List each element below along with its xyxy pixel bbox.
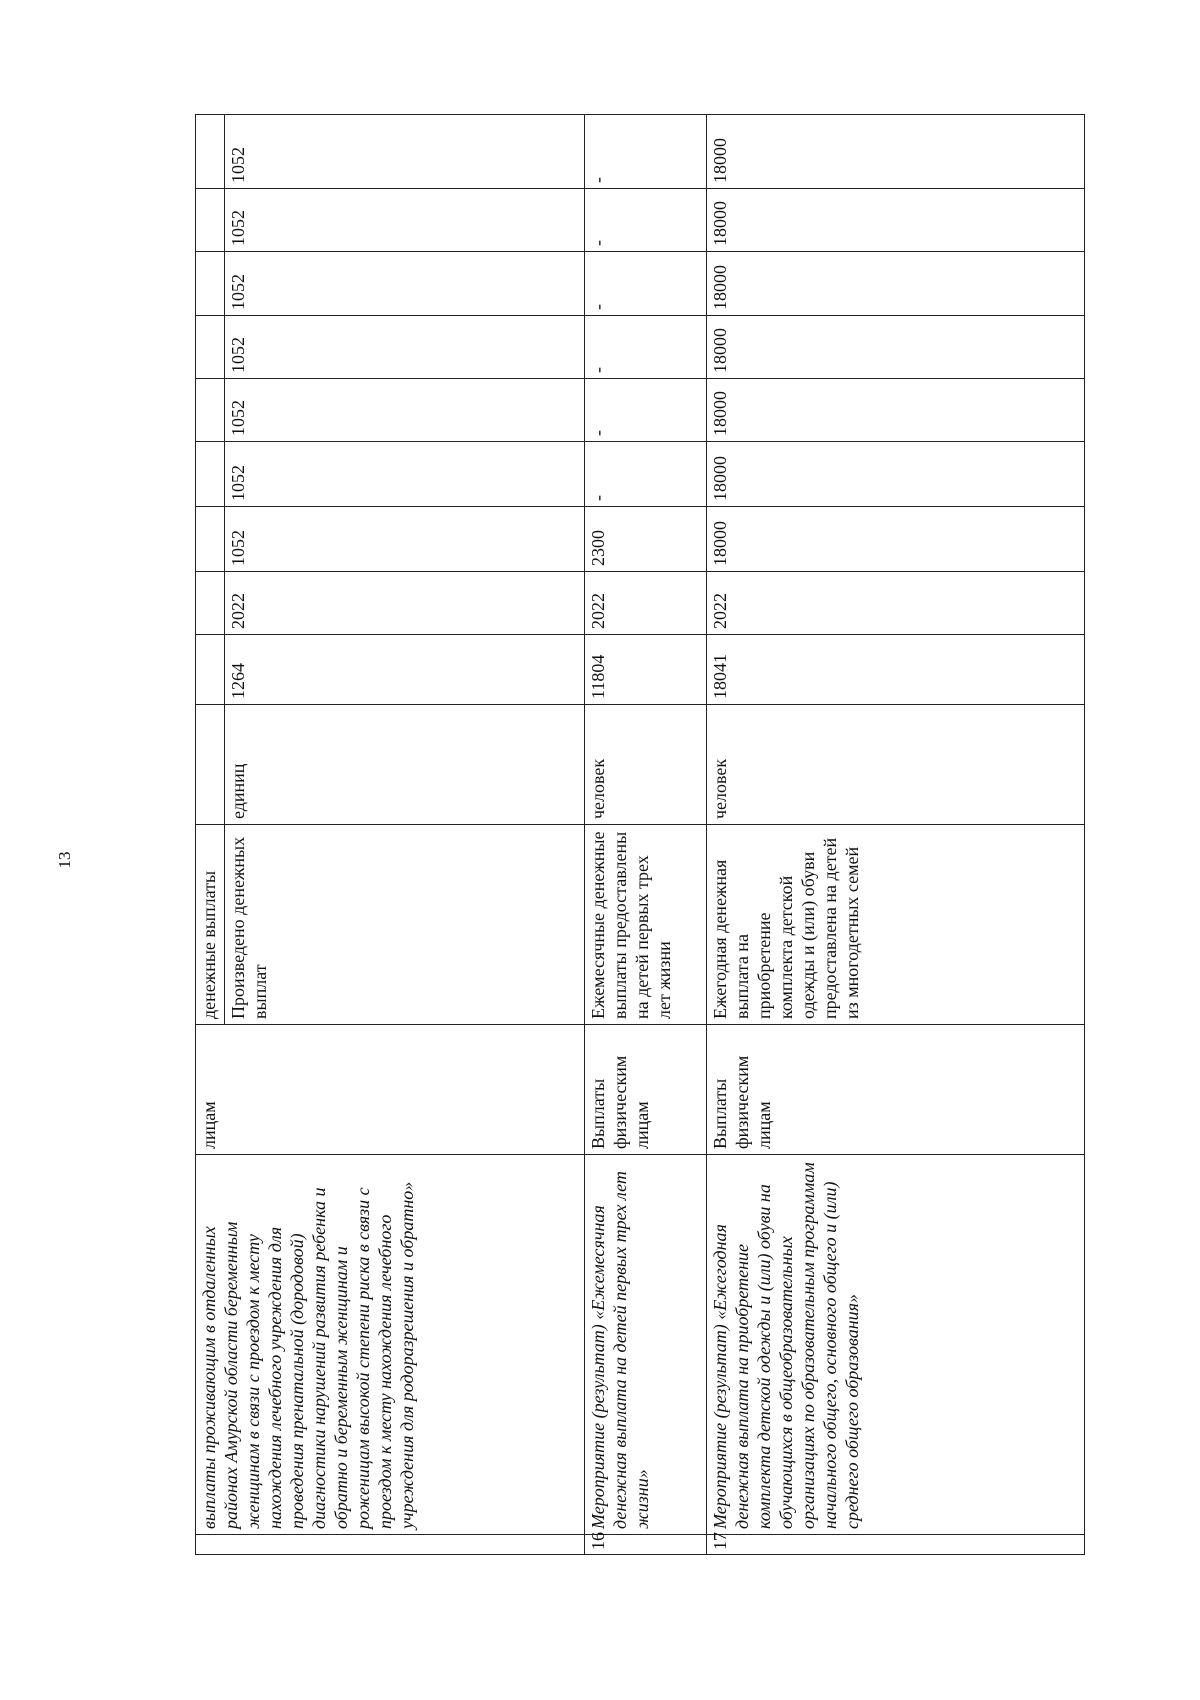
table-cell-value: - xyxy=(584,379,706,442)
table-cell-value: 18000 xyxy=(706,316,1084,379)
table-cell-empty xyxy=(196,252,225,316)
table-cell-empty xyxy=(196,572,225,635)
table-cell-indicator: Ежегодная денежная выплата на приобретение комплекта детской одежды и (или) обуви предоставлена на детей из многодетных семей xyxy=(706,825,1084,1025)
table-cell-empty xyxy=(196,705,225,825)
table-cell-value: 1052 xyxy=(224,442,584,507)
table-cell-value: 1052 xyxy=(224,252,584,316)
table-cell-empty xyxy=(196,442,225,507)
table-row xyxy=(584,115,706,1555)
results-table xyxy=(195,114,1085,1555)
table-cell-base-year: 2022 xyxy=(706,572,1084,635)
table-cell-value: - xyxy=(584,189,706,252)
table-cell-value: - xyxy=(584,252,706,316)
table-cell-type: Выплаты физическим лицам xyxy=(584,1025,706,1155)
table-cell-value: 1052 xyxy=(224,189,584,252)
table-cell-name: Мероприятие (результат) «Ежемесячная денежная выплата на детей первых трех лет жизни» xyxy=(584,1155,706,1535)
table-cell-empty xyxy=(196,379,225,442)
table-cell-value: 1052 xyxy=(224,316,584,379)
table-cell-value: 18000 xyxy=(706,507,1084,572)
table-cell-value: 2300 xyxy=(584,507,706,572)
table-cell-empty xyxy=(196,189,225,252)
table-row xyxy=(706,115,1084,1555)
table-cell-value: - xyxy=(584,316,706,379)
table-cell-empty xyxy=(196,316,225,379)
table-cell-empty xyxy=(196,635,225,705)
table-cell-value: 18000 xyxy=(706,442,1084,507)
table-cell-empty xyxy=(196,507,225,572)
table-cell-name: выплаты проживающим в отдаленных районах Амурской области беременным женщинам в связи с проездом к месту нахождения лечебного учреждения для проведения пренатальной (дородовой) диагностики нарушений развития ребенка и обратно и беременным женщинам и роженицам высокой степени риска в связи с проездом к месту нахождения лечебного учреждения для родоразрешения и обратно» xyxy=(196,1155,585,1535)
table-cell-base-value: 18041 xyxy=(706,635,1084,705)
table-cell-base-value: 1264 xyxy=(224,635,584,705)
rotated-table-container xyxy=(195,135,1085,1555)
page-number: 13 xyxy=(55,851,74,869)
table-cell-value: 18000 xyxy=(706,189,1084,252)
table-cell-value: 1052 xyxy=(224,507,584,572)
table-cell-value: 1052 xyxy=(224,379,584,442)
table-cell-indicator: Произведено денежных выплат xyxy=(224,825,584,1025)
table-cell-value: - xyxy=(584,442,706,507)
table-cell-unit: человек xyxy=(706,705,1084,825)
table-cell-value: 18000 xyxy=(706,252,1084,316)
table-cell-num: 16 xyxy=(584,1535,706,1555)
table-cell-base-value: 11804 xyxy=(584,635,706,705)
table-cell-num-empty xyxy=(196,1535,585,1555)
table-cell-empty xyxy=(196,115,225,189)
table-cell-base-year: 2022 xyxy=(584,572,706,635)
table-cell-base-year: 2022 xyxy=(224,572,584,635)
table-cell-num: 17 xyxy=(706,1535,1084,1555)
table-cell-indicator-header: денежные выплаты xyxy=(196,825,225,1025)
table-cell-value: 18000 xyxy=(706,115,1084,189)
continuation-row-top xyxy=(196,115,225,1555)
table-cell-value: - xyxy=(584,115,706,189)
table-cell-type: Выплаты физическим лицам xyxy=(706,1025,1084,1155)
table-cell-unit: единиц xyxy=(224,705,584,825)
table-cell-value: 18000 xyxy=(706,379,1084,442)
table-cell-type: лицам xyxy=(196,1025,585,1155)
table-cell-value: 1052 xyxy=(224,115,584,189)
table-cell-name: Мероприятие (результат) «Ежегодная денежная выплата на приобретение комплекта детской одежды и (или) обуви на обучающихся в общеобразовательных организациях по образовательным программам начального общего, основного общего и (или) среднего общего образования» xyxy=(706,1155,1084,1535)
table-cell-unit: человек xyxy=(584,705,706,825)
table-cell-indicator: Ежемесячные денежные выплаты предоставлены на детей первых трех лет жизни xyxy=(584,825,706,1025)
